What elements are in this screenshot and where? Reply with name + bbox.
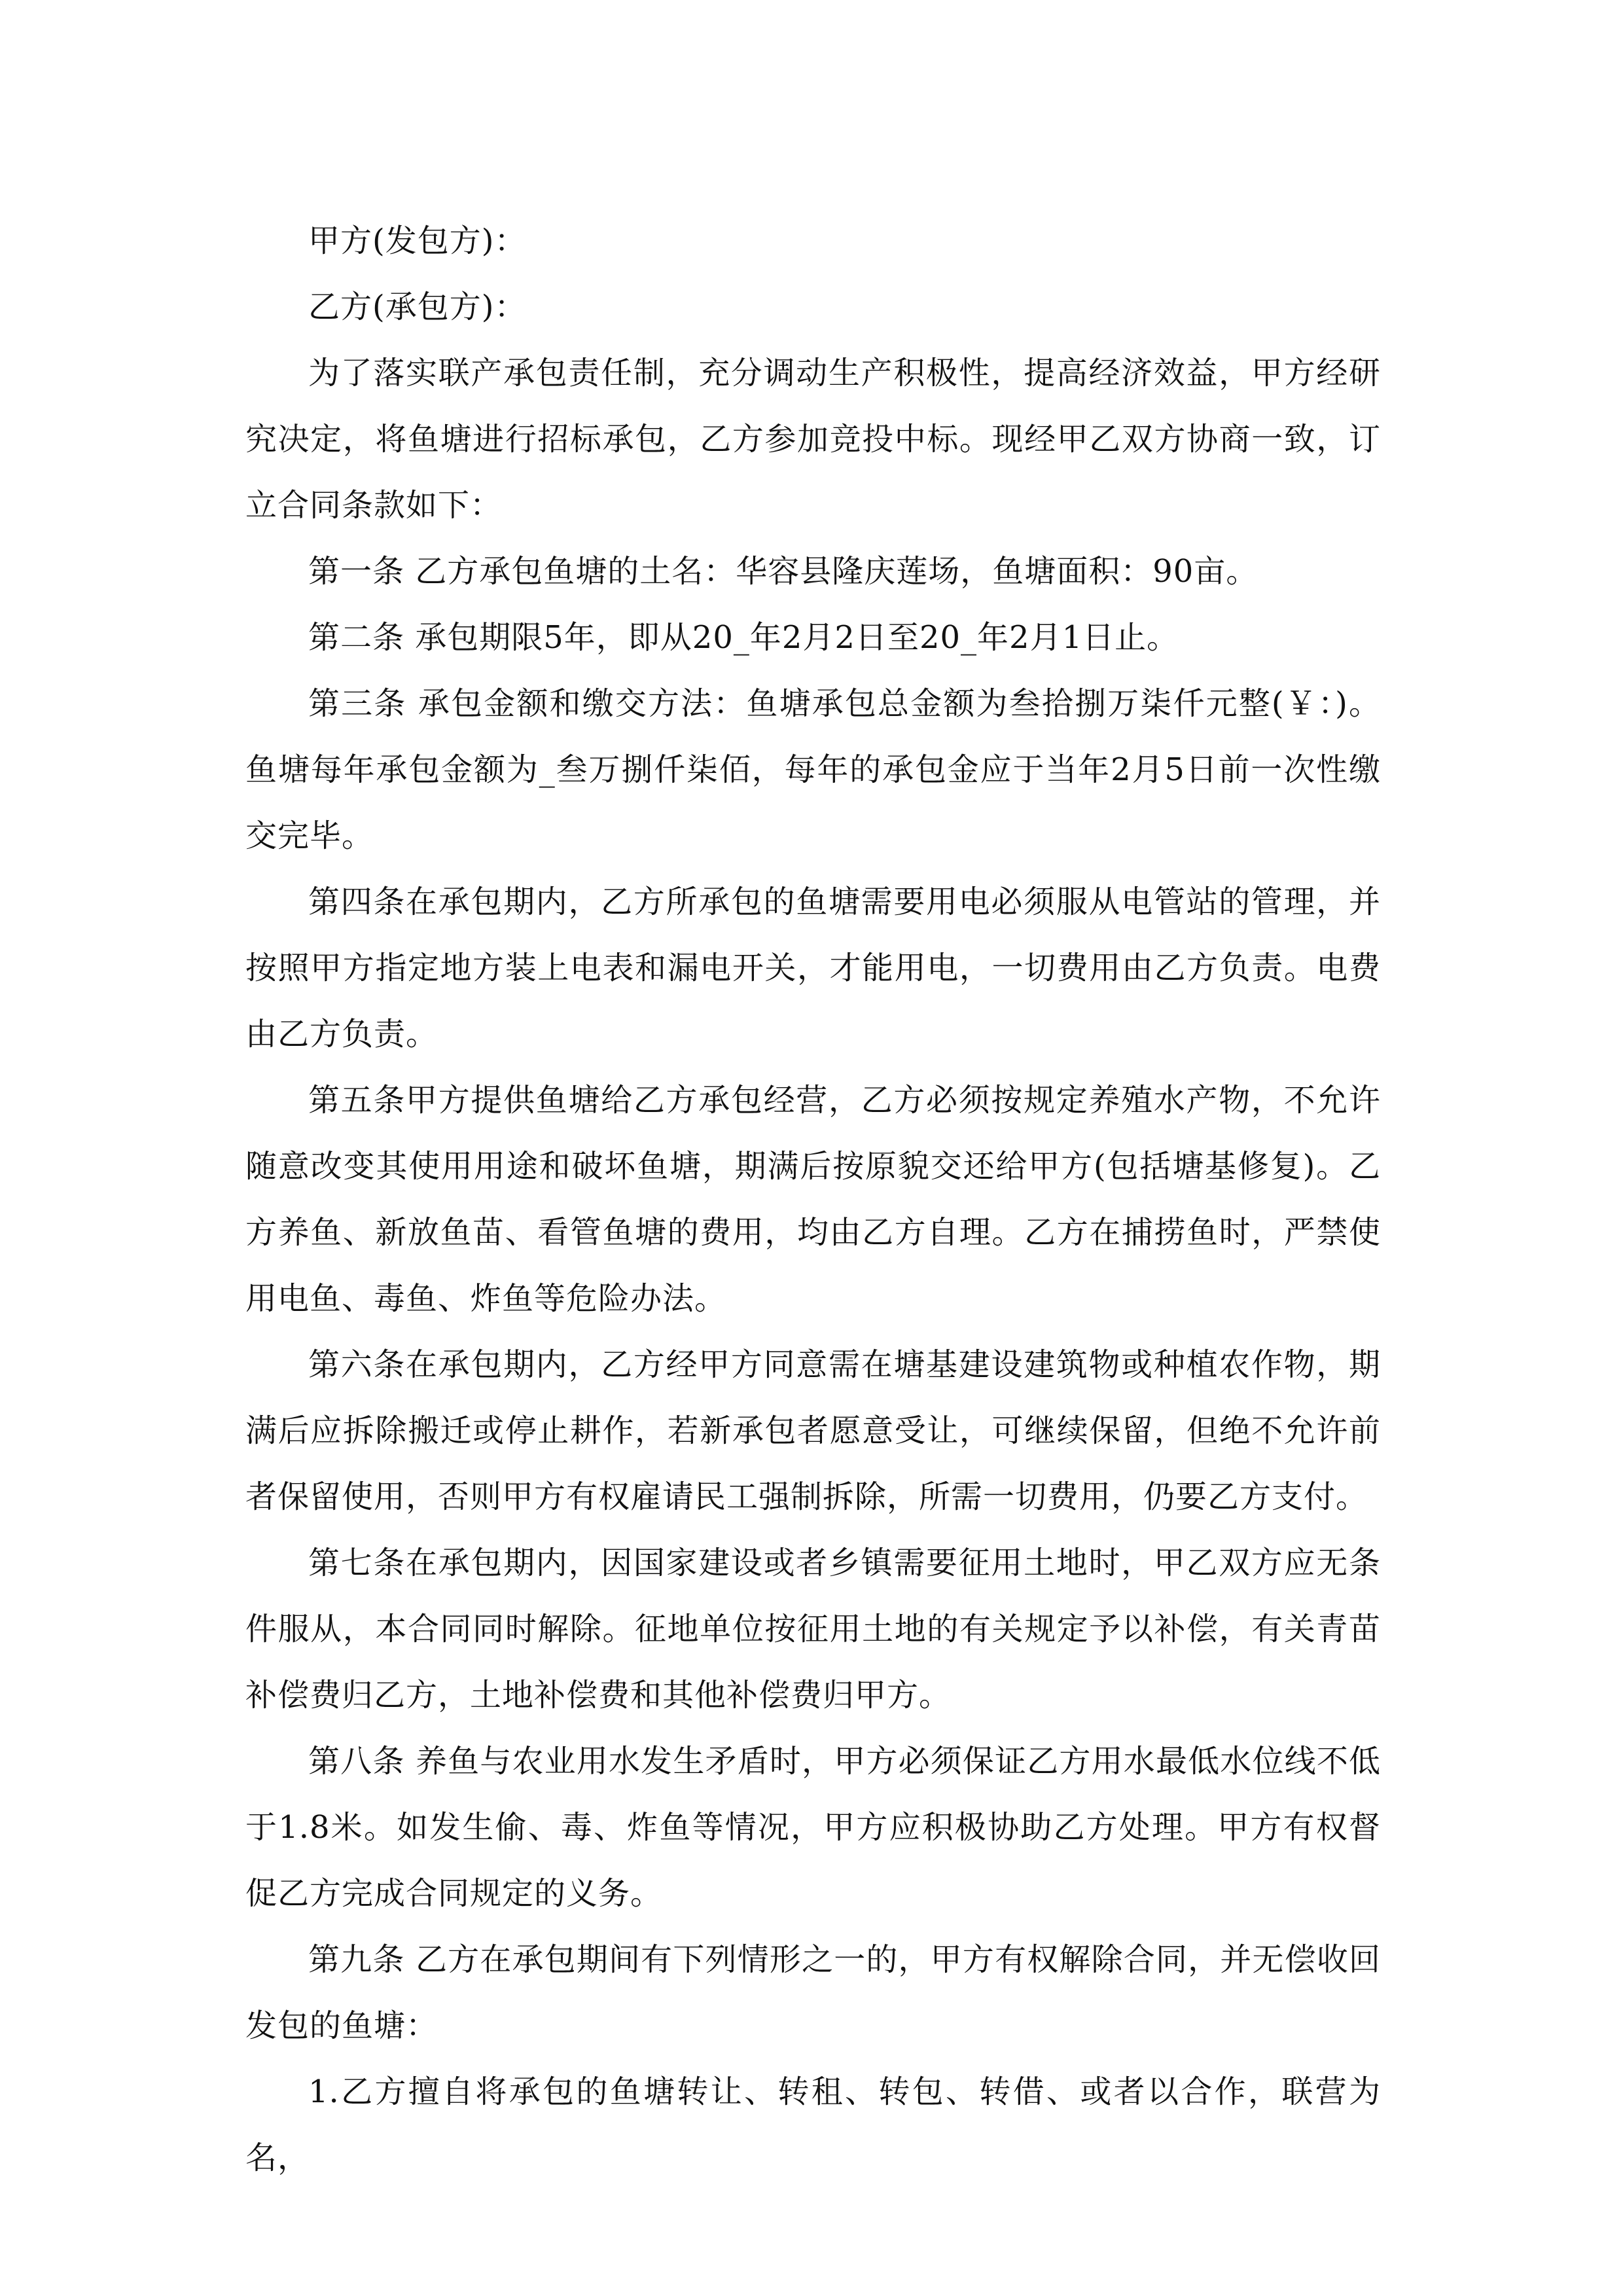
preamble-paragraph: 为了落实联产承包责任制，充分调动生产积极性，提高经济效益，甲方经研究决定，将鱼塘进行招标承包，乙方参加竞投中标。现经甲乙双方协商一致，订立合同条款如下：	[245, 355, 1381, 524]
article-5: 第五条甲方提供鱼塘给乙方承包经营，乙方必须按规定养殖水产物，不允许随意改变其使用用途和破坏鱼塘，期满后按原貌交还给甲方(包括塘基修复)。乙方养鱼、新放鱼苗、看管鱼塘的费用，均由乙方自理。乙方在捕捞鱼时，严禁使用电鱼、毒鱼、炸鱼等危险办法。	[245, 1082, 1381, 1317]
article-7: 第七条在承包期内，因国家建设或者乡镇需要征用土地时，甲乙双方应无条件服从，本合同同时解除。征地单位按征用土地的有关规定予以补偿，有关青苗补偿费归乙方，土地补偿费和其他补偿费归甲方。	[245, 1545, 1381, 1713]
article-2: 第二条 承包期限5年，即从20_年2月2日至20_年2月1日止。	[308, 619, 1179, 656]
party-a-line: 甲方(发包方)：	[308, 223, 527, 259]
contract-body	[245, 208, 1381, 2191]
article-3: 第三条 承包金额和缴交方法：鱼塘承包总金额为叁拾捌万柒仟元整(￥：)。鱼塘每年承包金额为_叁万捌仟柒佰，每年的承包金应于当年2月5日前一次性缴交完毕。	[245, 685, 1381, 854]
article-9-item-1: 1.乙方擅自将承包的鱼塘转让、转租、转包、转借、或者以合作，联营为名，	[245, 2073, 1381, 2176]
article-9: 第九条 乙方在承包期间有下列情形之一的，甲方有权解除合同，并无偿收回发包的鱼塘：	[245, 1941, 1381, 2044]
article-4: 第四条在承包期内，乙方所承包的鱼塘需要用电必须服从电管站的管理，并按照甲方指定地方装上电表和漏电开关，才能用电，一切费用由乙方负责。电费由乙方负责。	[245, 884, 1381, 1052]
article-8: 第八条 养鱼与农业用水发生矛盾时，甲方必须保证乙方用水最低水位线不低于1.8米。如发生偷、毒、炸鱼等情况，甲方应积极协助乙方处理。甲方有权督促乙方完成合同规定的义务。	[245, 1743, 1381, 1912]
article-1: 第一条 乙方承包鱼塘的土名：华容县隆庆莲场，鱼塘面积：90亩。	[308, 553, 1258, 590]
party-b-line: 乙方(承包方)：	[308, 289, 527, 325]
article-6: 第六条在承包期内，乙方经甲方同意需在塘基建设建筑物或种植农作物，期满后应拆除搬迁或停止耕作，若新承包者愿意受让，可继续保留，但绝不允许前者保留使用，否则甲方有权雇请民工强制拆除，所需一切费用，仍要乙方支付。	[245, 1346, 1381, 1515]
